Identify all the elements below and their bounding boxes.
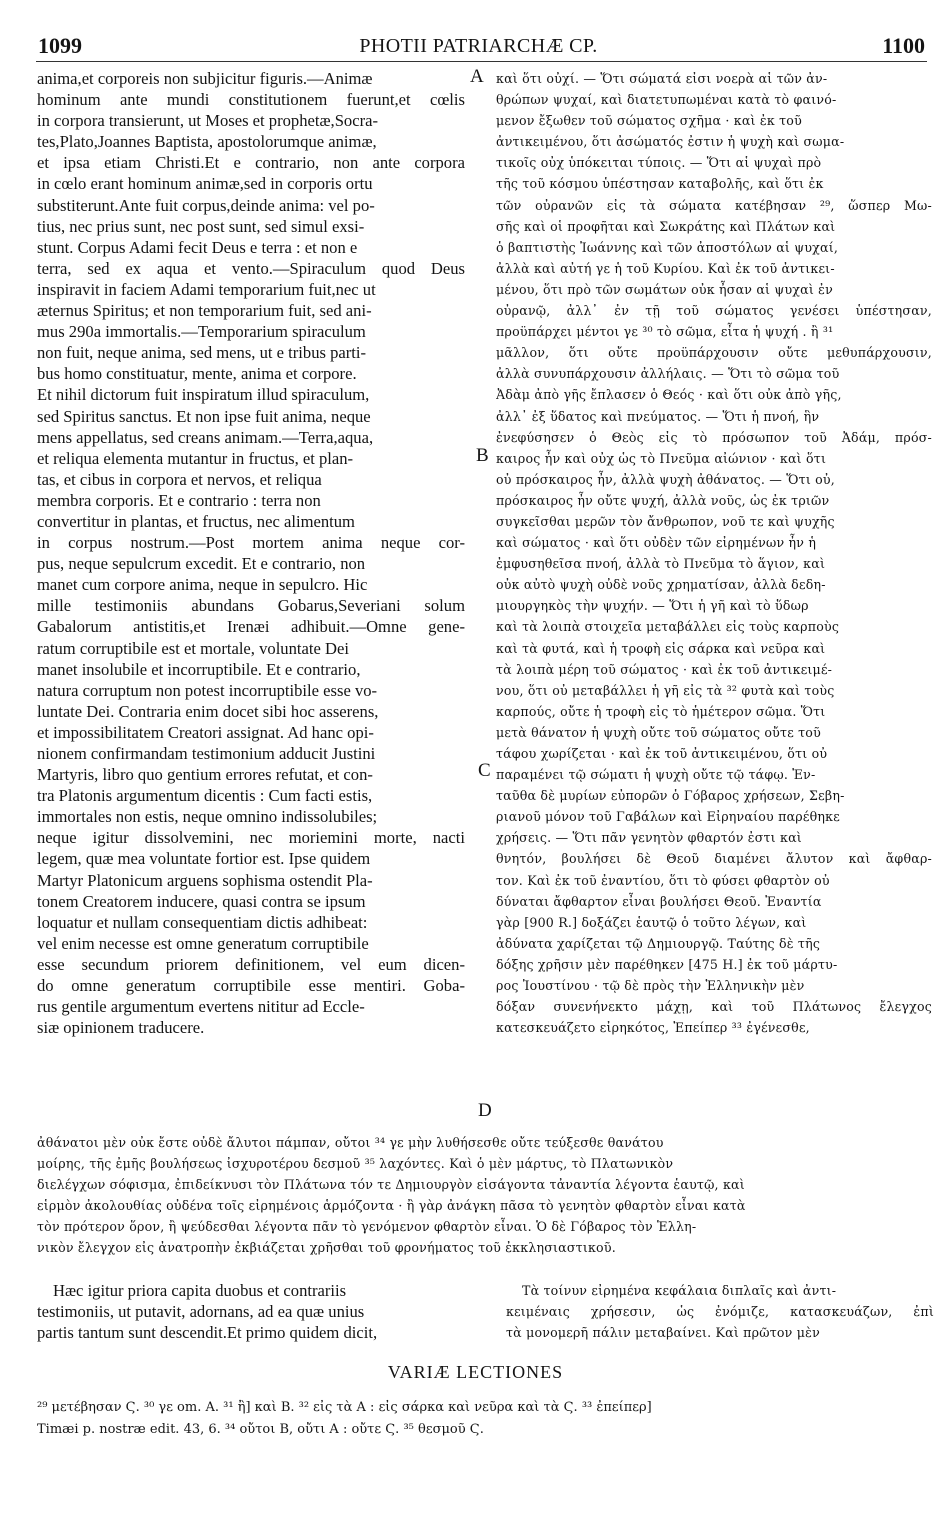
greek-line: δόξης χρῆσιν μὲν παρέθηκεν [475 H.] ἐκ τοῦ μάρτυ-: [496, 956, 838, 972]
greek-line: καιρος ἦν καὶ οὐχ ὡς τὸ Πνεῦμα αἰώνιον · καὶ ὅτι: [496, 450, 827, 466]
greek-line: Τὰ τοίνυν εἰρημένα κεφάλαια διπλαῖς καὶ ἀντι-: [522, 1283, 837, 1298]
latin-line: do omne generatum corruptibile esse mentiri. Goba-: [37, 976, 465, 996]
latin-line: legem, quæ mea voluntate fortior est. Ipse quidem: [37, 849, 371, 869]
greek-line: ἀλλὰ συνυπάρχουσιν ἀλλήλαις. — Ὅτι τὸ σῶμα τοῦ: [496, 366, 840, 382]
latin-line: rus gentile argumentum evertens nititur ad Eccle-: [37, 997, 365, 1017]
greek-line: τὰ λοιπὰ μέρη τοῦ σώματος · καὶ ἐκ τοῦ ἀντικειμέ-: [496, 661, 833, 677]
full-width-greek: [37, 1132, 932, 1259]
latin-line: nionem confirmandam testimonium adducit Justini: [37, 744, 376, 763]
latin-line: inspiravit in faciem Adami temporarium fuit,nec ut: [37, 279, 376, 299]
variae-lectiones-notes: [37, 1397, 937, 1441]
greek-line: τὰ μονομερῆ πάλιν μεταβαίνει. Καὶ πρῶτον μὲν: [506, 1325, 820, 1341]
greek-line: δύναται ἄφθαρτον εἶναι βουλήσει Θεοῦ. Ἐναντία: [496, 893, 822, 909]
latin-line: non fuit, neque anima, sed mens, ut e tribus parti-: [37, 343, 367, 363]
greek-line: οὐρανῷ, ἀλλ᾽ ἐν τῇ τοῦ σώματος γενέσει ὑπέστησαν,: [496, 303, 932, 319]
full-width-line: μοίρης, τῆς ἐμῆς βουλήσεως ἰσχυροτέρου δεσμοῦ ³⁵ λαχόντες. Καὶ ὁ μὲν μάρτυς, τὸ Πλατωνικὸν: [37, 1156, 674, 1172]
greek-line: οὐκ αὐτὸ ψυχὴ οὐδὲ νοῦς χρηματίσαν, ἀλλὰ δεδη-: [496, 577, 826, 593]
full-width-line: εἱρμὸν ἀκολουθίας οὐδένα τοῖς εἰρημένοις ἁρμόζοντα · ἢ γὰρ ἀνάγκη πᾶσα τὸ γενητὸν φθαρτὸν εἶναι κατὰ: [37, 1198, 746, 1214]
greek-bottom-paragraph: [506, 1280, 934, 1343]
greek-line: κειμέναις χρήσεσιν, ὡς ἐνόμιζε, κατασκευάζων, ἐπὶ: [506, 1304, 934, 1320]
greek-line: σῆς καὶ οἱ προφῆται καὶ Σωκράτης καὶ Πλάτων καὶ: [496, 218, 836, 234]
latin-line: manet cum corpore anima, neque in sepulcro. Hic: [37, 575, 368, 595]
greek-line: μιουργηκὸς τὴν ψυχήν. — Ὅτι ἡ γῆ καὶ τὸ ὕδωρ: [496, 598, 809, 614]
section-marker-b: B: [476, 445, 489, 466]
greek-line: νου, ὅτι οὐ μεταβάλλει ἡ γῆ εἰς τὰ ³² φυτὰ καὶ τοὺς: [496, 682, 835, 698]
greek-line: γὰρ [900 R.] δοξάζει ἑαυτῷ ὁ τοῦτο λέγων, καὶ: [496, 914, 807, 930]
latin-line: Martyris, libro quo gentium errores refutat, et con-: [37, 765, 373, 785]
greek-line: τικοῖς οὐχ ὑπόκειται τύποις. — Ὅτι αἱ ψυχαὶ πρὸ: [496, 155, 822, 171]
latin-line: immortales non estis, neque omnino indissolubiles;: [37, 807, 378, 827]
header-rule: [36, 61, 927, 62]
latin-line: partis tantum sunt descendit.Et primo quidem dicit,: [37, 1323, 378, 1343]
greek-line: δόξαν συνενήνεκτο μάχῃ, καὶ τοῦ Πλάτωνος ἔλεγχος: [496, 999, 932, 1015]
greek-line: ὁ βαπτιστὴς Ἰωάννης καὶ τῶν ἀποστόλων αἱ ψυχαί,: [496, 239, 839, 255]
latin-line: convertitur in plantas, et fructus, nec alimentum: [37, 511, 355, 531]
latin-line: tius, nec prius sunt, nec post sunt, sed simul exsi-: [37, 216, 365, 236]
latin-line: vel enim necesse est omne generatum corruptibile: [37, 933, 369, 953]
running-title: PHOTII PATRIARCHÆ CP.: [359, 35, 598, 57]
latin-line: æternus Spiritus; et non temporarium fuit, sed ani-: [37, 301, 372, 321]
latin-line: membra corporis. Et e contrario : terra non: [37, 490, 321, 510]
latin-line: tes,Plato,Joannes Baptista, apostolorumque animæ,: [37, 132, 377, 152]
latin-line: tra Platonis argumentum dicentis : Cum facti estis,: [37, 786, 373, 806]
latin-line: Martyr Platonicum arguens sophisma ostendit Pla-: [37, 870, 373, 890]
latin-line: stunt. Corpus Adami fecit Deus e terra : et non e: [37, 237, 358, 257]
greek-line: θρώπων ψυχαί, καὶ διατετυπωμέναι κατὰ τὸ φαινό-: [496, 92, 837, 108]
page-header: [32, 33, 925, 59]
latin-line: esse secundum priorem definitionem, vel eum dicen-: [37, 954, 465, 974]
greek-line: καὶ τὰ λοιπὰ στοιχεῖα μεταβάλλει εἰς τοὺς καρποὺς: [496, 619, 840, 635]
latin-line: loquatur et nullam consequentiam dictis adhibeat:: [37, 912, 368, 932]
greek-line: παραμένει τῷ σώματι ἡ ψυχὴ οὔτε τῷ τάφῳ. Ἐν-: [496, 767, 816, 783]
greek-line: μᾶλλον, ὅτι οὔτε προϋπάρχουσιν οὔτε μεθυπάρχουσιν,: [496, 345, 932, 361]
section-marker-a: A: [470, 66, 484, 87]
greek-line: καὶ ὅτι οὐχί. — Ὅτι σώματά εἰσι νοερὰ αἱ τῶν ἀν-: [496, 71, 828, 86]
latin-line: tonem Creatorem inducere, quasi contra se ipsum: [37, 891, 366, 911]
latin-line: tas, et cibus in corpora et nervos, et reliqua: [37, 469, 322, 489]
latin-line: bus homo constituatur, mente, anima et corpore.: [37, 364, 357, 384]
latin-line: Et nihil dictorum fuit inspiratum illud spiraculum,: [37, 385, 370, 405]
latin-line: ratum corruptibile est et mortale, voluntate Dei: [37, 638, 349, 658]
variae-lectiones-title: VARIÆ LECTIONES: [387, 1362, 564, 1382]
latin-line: natura corruptum non potest incorruptibile esse vo-: [37, 680, 378, 700]
greek-line: τον. Καὶ ἐκ τοῦ ἐναντίου, ὅτι τὸ φύσει φθαρτὸν οὐ: [496, 872, 830, 888]
page-number-left: 1099: [38, 33, 82, 58]
greek-line: τάφου χωρίζεται · καὶ ἐκ τοῦ ἀντικειμένου, ὅτι οὐ: [496, 746, 828, 761]
greek-line: μενον ἔξωθεν τοῦ σώματος σχῆμα · καὶ ἐκ τοῦ: [496, 113, 802, 129]
latin-line: neque igitur dissolvemini, nec moriemini morte, nacti: [37, 828, 465, 848]
latin-line: luntate Dei. Contraria enim docet sibi hoc asserens,: [37, 701, 379, 721]
latin-line: sed Spiritus sanctus. Et non ipse fuit anima, neque: [37, 406, 371, 426]
variant-note: Timæi p. nostræ edit. 43, 6. ³⁴ οὔτοι B, οὔτι A : οὔτε Ϛ. ³⁵ θεσμοῦ Ϛ.: [37, 1422, 484, 1437]
latin-bottom-paragraph: [37, 1280, 467, 1343]
latin-line: mille testimoniis abundans Gobarus,Severiani solum: [37, 596, 465, 616]
greek-line: ἀλλ᾽ ἐξ ὕδατος καὶ πνεύματος. — Ὅτι ἡ πνοή, ἣν: [496, 408, 820, 424]
greek-line: κατεσκευάζετο εἰρηκότος, Ἐπείπερ ³³ ἐγένεσθε,: [496, 1020, 810, 1036]
latin-line: in corpus nostrum.—Post mortem anima neque cor-: [37, 533, 465, 553]
latin-line: manet insolubile et incorruptibile. Et e contrario,: [37, 659, 361, 679]
greek-line: ἐμφυσηθεῖσα πνοή, ἀλλὰ τὸ Πνεῦμα τὸ ἅγιον, καὶ: [496, 556, 826, 572]
greek-line: πρόσκαιρος ἦν οὔτε ψυχή, ἀλλὰ νοῦς, ὡς ἐκ τριῶν: [496, 492, 830, 508]
section-marker-d: D: [478, 1100, 492, 1121]
greek-line: ἀδύνατα χαρίζεται τῷ Δημιουργῷ. Ταύτης δὲ τῆς: [496, 935, 821, 951]
latin-line: anima,et corporeis non subjicitur figuris.—Animæ: [37, 69, 373, 88]
page-number-right: 1100: [882, 33, 925, 58]
greek-line: τῆς τοῦ κόσμου ὑπέστησαν καταβολῆς, καὶ ὅτι ἐκ: [496, 176, 824, 192]
greek-line: χρήσεις. — Ὅτι πᾶν γενητὸν φθαρτόν ἐστι καὶ: [496, 830, 802, 846]
greek-line: ταῦθα δὲ μυρίων εὐπορῶν ὁ Γόβαρος χρήσεων, Σεβη-: [496, 788, 845, 804]
section-marker-c: C: [478, 760, 491, 781]
greek-line: καὶ τὰ φυτά, καὶ ἡ τροφὴ εἰς σάρκα καὶ νεῦρα καὶ: [496, 640, 826, 656]
greek-line: καρπούς, οὔτε ἡ τροφὴ εἰς τὸ ἡμέτερον σῶμα. Ὅτι: [496, 703, 826, 719]
full-width-line: ἀθάνατοι μὲν οὐκ ἔστε οὐδὲ ἄλυτοι πάμπαν, οὔτοι ³⁴ γε μὴν λυθήσεσθε οὔτε τεύξεσθε θανάτου: [37, 1135, 664, 1150]
greek-line: ἀλλὰ καὶ αὐτή γε ἡ τοῦ Κυρίου. Καὶ ἐκ τοῦ ἀντικει-: [496, 260, 835, 276]
greek-line: θνητόν, βουλήσει δὲ Θεοῦ διαμένει ἄλυτον καὶ ἄφθαρ-: [496, 851, 932, 867]
latin-line: substiterunt.Ante fuit corpus,deinde anima: vel po-: [37, 195, 375, 215]
greek-line: Ἀδὰμ ἀπὸ γῆς ἔπλασεν ὁ Θεός · καὶ ὅτι οὐκ ἀπὸ γῆς,: [496, 387, 842, 403]
greek-line: καὶ σώματος · καὶ ὅτι οὐδὲν τῶν εἰρημένων ἦν ἡ: [496, 535, 817, 551]
latin-column: [37, 68, 465, 1038]
latin-line: pus, neque sepulcrum excedit. Et e contrario, non: [37, 554, 366, 574]
greek-line: μετὰ θάνατον ἡ ψυχὴ οὔτε τοῦ σώματος οὔτε τοῦ: [496, 724, 821, 740]
latin-line: hominum ante mundi constitutionem fuerunt,et cœlis: [37, 90, 465, 110]
latin-line: et impossibilitatem Creatori assignat. Ad hanc opi-: [37, 722, 374, 742]
latin-line: terra, sed ex aqua et vento.—Spiraculum quod Deus: [37, 258, 465, 278]
greek-line: ἀντικειμένου, ὅτι ἀσώματός ἐστιν ἡ ψυχὴ καὶ σωμα-: [496, 134, 845, 150]
greek-line: ἐνεφύσησεν ὁ Θεὸς εἰς τὸ πρόσωπον τοῦ Ἀδάμ, πρόσ-: [496, 429, 932, 445]
greek-column: [496, 68, 932, 1038]
greek-line: ριανοῦ μόνον τοῦ Γαβάλων καὶ Εἰρηναίου παρέθηκε: [496, 809, 840, 825]
latin-line: testimoniis, ut putavit, adornans, ad ea quæ unius: [37, 1302, 365, 1322]
latin-line: et ipsa etiam Christi.Et e contrario, non ante corpora: [37, 153, 465, 173]
latin-line: Gabalorum antistitis,et Irenæi adhibuit.—Omne gene-: [37, 617, 465, 637]
greek-line: συγκεῖσθαι μερῶν τὸν ἄνθρωπον, νοῦ τε καὶ ψυχῆς: [496, 513, 835, 529]
greek-line: ρος Ἰουστίνου · τῷ δὲ πρὸς τὴν Ἑλληνικὴν μὲν: [496, 978, 805, 994]
greek-line: οὐ πρόσκαιρος ἦν, ἀλλὰ ψυχὴ ἀθάνατος. — Ὅτι οὐ,: [496, 471, 835, 487]
full-width-line: νικὸν ἔλεγχον εἰς ἀνατροπὴν ἐκβιάζεται χρῆσθαι τοῦ φρονήματος τοῦ ἐκκλησιαστικοῦ.: [37, 1240, 616, 1256]
latin-line: Hæc igitur priora capita duobus et contrariis: [53, 1281, 347, 1300]
variant-note: ²⁹ μετέβησαν Ϛ. ³⁰ γε om. A. ³¹ ἢ] καὶ B. ³² εἰς τὰ A : εἰς σάρκα καὶ νεῦρα καὶ τὰ Ϛ. ³³ ἐπείπερ]: [37, 1400, 652, 1415]
greek-line: τῶν οὐρανῶν εἰς τὰ σώματα κατέβησαν ²⁹, ὥσπερ Μω-: [496, 197, 932, 213]
latin-line: siæ opinionem traducere.: [37, 1018, 205, 1038]
latin-line: et reliqua elementa mutantur in fructus, et plan-: [37, 448, 354, 468]
full-width-line: τὸν πρότερον ὅρον, ἢ ψεύδεσθαι λέγοντα πᾶν τὸ γενόμενον φθαρτὸν εἶναι. Ὁ δὲ Γόβαρος τὸν Ἑλλη-: [37, 1219, 697, 1235]
latin-line: mens appellatus, sed creans animam.—Terra,aqua,: [37, 427, 374, 447]
latin-line: in cœlo erant hominum animæ,sed in corporis ortu: [37, 174, 373, 194]
greek-line: μένου, ὅτι πρὸ τῶν σωμάτων οὐκ ἦσαν αἱ ψυχαὶ ἐν: [496, 281, 833, 297]
greek-line: προϋπάρχει μέντοι γε ³⁰ τὸ σῶμα, εἶτα ἡ ψυχή . ἢ ³¹: [496, 324, 834, 340]
full-width-line: διελέγχων σόφισμα, ἐπιδείκνυσι τὸν Πλάτωνα τόν τε Δημιουργὸν εἰσάγοντα τἀναντία λέγοντα ἑαυτῷ, καὶ: [37, 1177, 745, 1193]
latin-line: in corpora transierunt, ut Moses et prophetæ,Socra-: [37, 111, 379, 131]
latin-line: mus 290a immortalis.—Temporarium spiraculum: [37, 322, 366, 342]
